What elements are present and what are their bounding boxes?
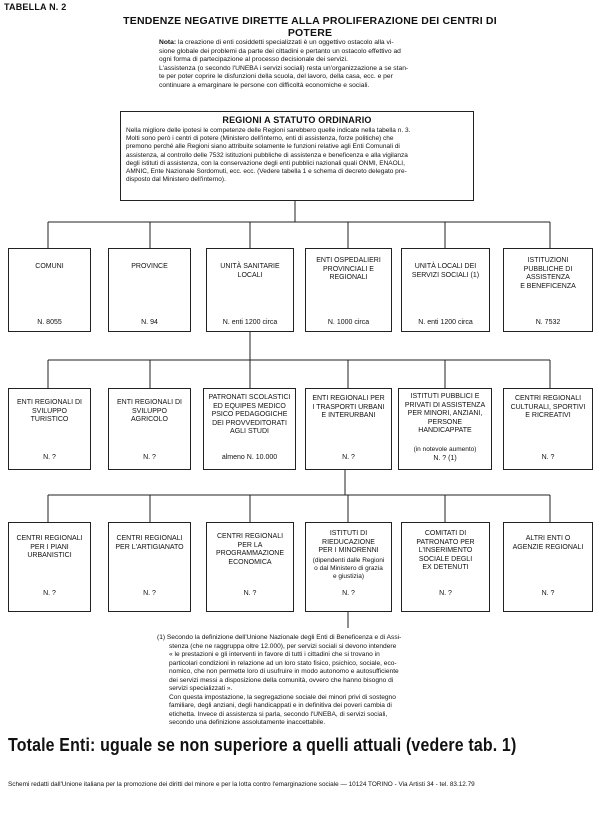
- box-subnote: (dipendenti dalle Regioni o dal Ministero di grazia e giustizia): [312, 557, 385, 580]
- box-title: CENTRI REGIONALI CULTURALI, SPORTIVI E RICREATIVI: [510, 395, 586, 420]
- box-unita-servizi-sociali: [401, 248, 490, 332]
- box-artigianato: [108, 522, 191, 612]
- box-count: N. ? (1): [433, 455, 457, 462]
- box-title: CENTRI REGIONALI PER I PIANI URBANISTICI: [16, 535, 83, 560]
- footnote-line: servizi specializzati ».: [169, 685, 233, 692]
- box-programmazione-economica: [206, 522, 294, 612]
- box-count: N. ?: [43, 454, 56, 461]
- box-title: UNITÀ SANITARIE LOCALI: [220, 263, 280, 279]
- box-title: UNITÀ LOCALI DEI SERVIZI SOCIALI (1): [411, 263, 480, 279]
- box-trasporti: [305, 388, 392, 470]
- box-count: N. 94: [141, 319, 158, 326]
- box-altri-enti: [503, 522, 593, 612]
- footnote-line: stenza (che ne raggruppa oltre 12.000), per servizi sociali si devono intendere: [169, 642, 397, 650]
- box-istituzioni-pubbliche: [503, 248, 593, 332]
- box-title: CENTRI REGIONALI PER LA PROGRAMMAZIONE ECONOMICA: [215, 533, 285, 566]
- footnote-line: familiare, degli anziani, degli handicappati e in definitiva dei poveri cambia di: [169, 702, 392, 709]
- regions-line: Nella migliore delle ipotesi le competenze delle Regioni sarebbero quelle indicate nella tabella n. 3.: [126, 127, 411, 134]
- regions-line: degli istituti di assistenza, con la conservazione degli enti pubblici nazionali quali ONMI, ENAOLI,: [126, 159, 405, 167]
- box-count: N. 8055: [37, 319, 62, 326]
- box-count: N. ?: [342, 454, 355, 461]
- regions-line: Molti sono però i centri di potere (Ministero dell'interno, enti di assistenza, forze politiche) che: [126, 135, 394, 143]
- box-count: N. ?: [342, 590, 355, 597]
- total-statement: Totale Enti: uguale se non superiore a quelli attuali (vedere tab. 1): [8, 734, 517, 755]
- footnote-line: « le prestazioni e gli interventi in favore di tutti i cittadini che si trovano in: [169, 651, 380, 658]
- regions-box: [120, 111, 474, 201]
- box-title: COMITATI DI PATRONATO PER L'INSERIMENTO SOCIALE DEGLI EX DETENUTI: [416, 530, 475, 572]
- box-count: N. 1000 circa: [327, 319, 370, 326]
- footnote-line: (1) Secondo la definizione dell'Unione Nazionale degli Enti di Beneficenza e di Assi-: [157, 634, 402, 641]
- footnote-line: etichetta. Invece di assistenza si parla, secondo l'UNEBA, di servizi sociali,: [169, 710, 388, 718]
- credits-line: Schemi redatti dall'Unione italiana per la promozione dei diritti del minore e per la lotta contro l'emarginazione sociale — 10124 TORINO - Via Artisti 34 - tel. 83.12.79: [8, 781, 475, 788]
- box-count: N. ?: [143, 590, 156, 597]
- box-title: PATRONATI SCOLASTICI ED EQUIPES MEDICO PSICO PEDAGOGICHE DEI PROVVEDITORATI AGLI STUDI: [208, 394, 291, 436]
- footnote-line: Con questa impostazione, la segregazione sociale dei minori privi di sostegno: [169, 693, 396, 701]
- footnote-line: nomico, che non permette loro di usufruire in modo autonomo e autosufficiente: [169, 668, 399, 675]
- box-count: N. 7532: [535, 319, 561, 326]
- box-title: ALTRI ENTI O AGENZIE REGIONALI: [512, 535, 584, 551]
- box-count: N. enti 1200 circa: [418, 319, 473, 326]
- box-count: almeno N. 10.000: [221, 454, 278, 461]
- box-count: N. ?: [541, 590, 555, 597]
- box-comuni: [8, 248, 91, 332]
- box-title: ISTITUTI PUBBLICI E PRIVATI DI ASSISTENZA PER MINORI, ANZIANI, PERSONE HANDICAPPATE: [404, 393, 486, 435]
- footnote-line: particolari condizioni in relazione ad un loro stato fisico, psichico, sociale, eco-: [169, 659, 397, 667]
- box-sviluppo-agricolo: [108, 388, 191, 470]
- box-title: ISTITUZIONI PUBBLICHE DI ASSISTENZA E BENEFICENZA: [520, 257, 576, 290]
- box-count: N. ?: [243, 590, 257, 597]
- table-label: TABELLA N. 2: [4, 2, 67, 12]
- box-subnote: (in notevole aumento): [413, 446, 477, 453]
- box-unita-sanitarie: [206, 248, 294, 332]
- box-count: N. ?: [541, 454, 555, 461]
- box-count: N. ?: [43, 590, 56, 597]
- note-line: ogni forma di partecipazione al processo decisionale dei servizi.: [159, 56, 348, 64]
- box-sviluppo-turistico: [8, 388, 91, 470]
- regions-title: REGIONI A STATUTO ORDINARIO: [222, 115, 372, 125]
- box-piani-urbanistici: [8, 522, 91, 612]
- box-province: [108, 248, 191, 332]
- box-count: N. ?: [439, 590, 452, 597]
- footnote-line: secondo una definizione assolutamente inaccettabile.: [169, 719, 326, 726]
- box-istituti-rieducazione: [305, 522, 392, 612]
- regions-line: AMNIC, Ente Nazionale Sordomuti, ecc. ecc. (Vedere tabella 1 e schema di decreto delegato pre-: [126, 168, 407, 176]
- note-line: la creazione di enti cosiddetti specializzati è un oggettivo ostacolo alla vi-: [177, 39, 394, 46]
- box-istituti-assistenza: [398, 388, 492, 470]
- footnote: [157, 634, 457, 728]
- regions-line: premono perché alle Regioni siano attribuite solamente le funzioni relative agli Enti Comunali di: [126, 143, 400, 151]
- page-title: TENDENZE NEGATIVE DIRETTE ALLA PROLIFERAZIONE DEI CENTRI DI POTERE: [123, 15, 497, 39]
- note-line: sione globale dei problemi da parte dei cittadini e pertanto un ostacolo effettivo ad: [159, 47, 401, 55]
- note-line: te per poter coprire le disfunzioni della scuola, del lavoro, della casa, ecc. e per: [159, 73, 393, 81]
- box-enti-ospedalieri: [305, 248, 392, 332]
- box-title: CENTRI REGIONALI PER L'ARTIGIANATO: [115, 535, 184, 551]
- box-title: ENTI REGIONALI DI SVILUPPO AGRICOLO: [117, 399, 182, 424]
- regions-line: assistenza, al controllo delle 7532 istituzioni pubbliche di assistenza e beneficenza e alla vigilanza: [126, 151, 408, 159]
- box-title: ISTITUTI DI RIEDUCAZIONE PER I MINORENNI: [318, 530, 379, 555]
- box-title: ENTI REGIONALI PER I TRASPORTI URBANI E INTERURBANI: [312, 395, 385, 420]
- note-line: L'assistenza (o secondo l'UNEBA i servizi sociali) resta un'organizzazione a se stan-: [159, 64, 409, 72]
- box-title: COMUNI: [35, 263, 64, 270]
- box-patronati-scolastici: [203, 388, 296, 470]
- note-line: continuare a emarginare le persone con difficoltà economiche e sociali.: [159, 81, 370, 89]
- box-count: N. enti 1200 circa: [222, 319, 278, 326]
- box-comitati-patronato: [401, 522, 490, 612]
- regions-text: [121, 125, 473, 184]
- note-label: Nota:: [159, 39, 177, 46]
- box-title: ENTI OSPEDALIERI PROVINCIALI E REGIONALI: [316, 257, 381, 282]
- regions-line: disposto dal Ministero dell'interno).: [126, 176, 226, 184]
- box-title: PROVINCE: [131, 263, 168, 270]
- box-centri-culturali: [503, 388, 593, 470]
- box-count: N. ?: [143, 454, 156, 461]
- footnote-line: dei servizi messi a disposizione della comunità, ovvero che hanno bisogno di: [169, 676, 394, 684]
- box-title: ENTI REGIONALI DI SVILUPPO TURISTICO: [17, 399, 82, 424]
